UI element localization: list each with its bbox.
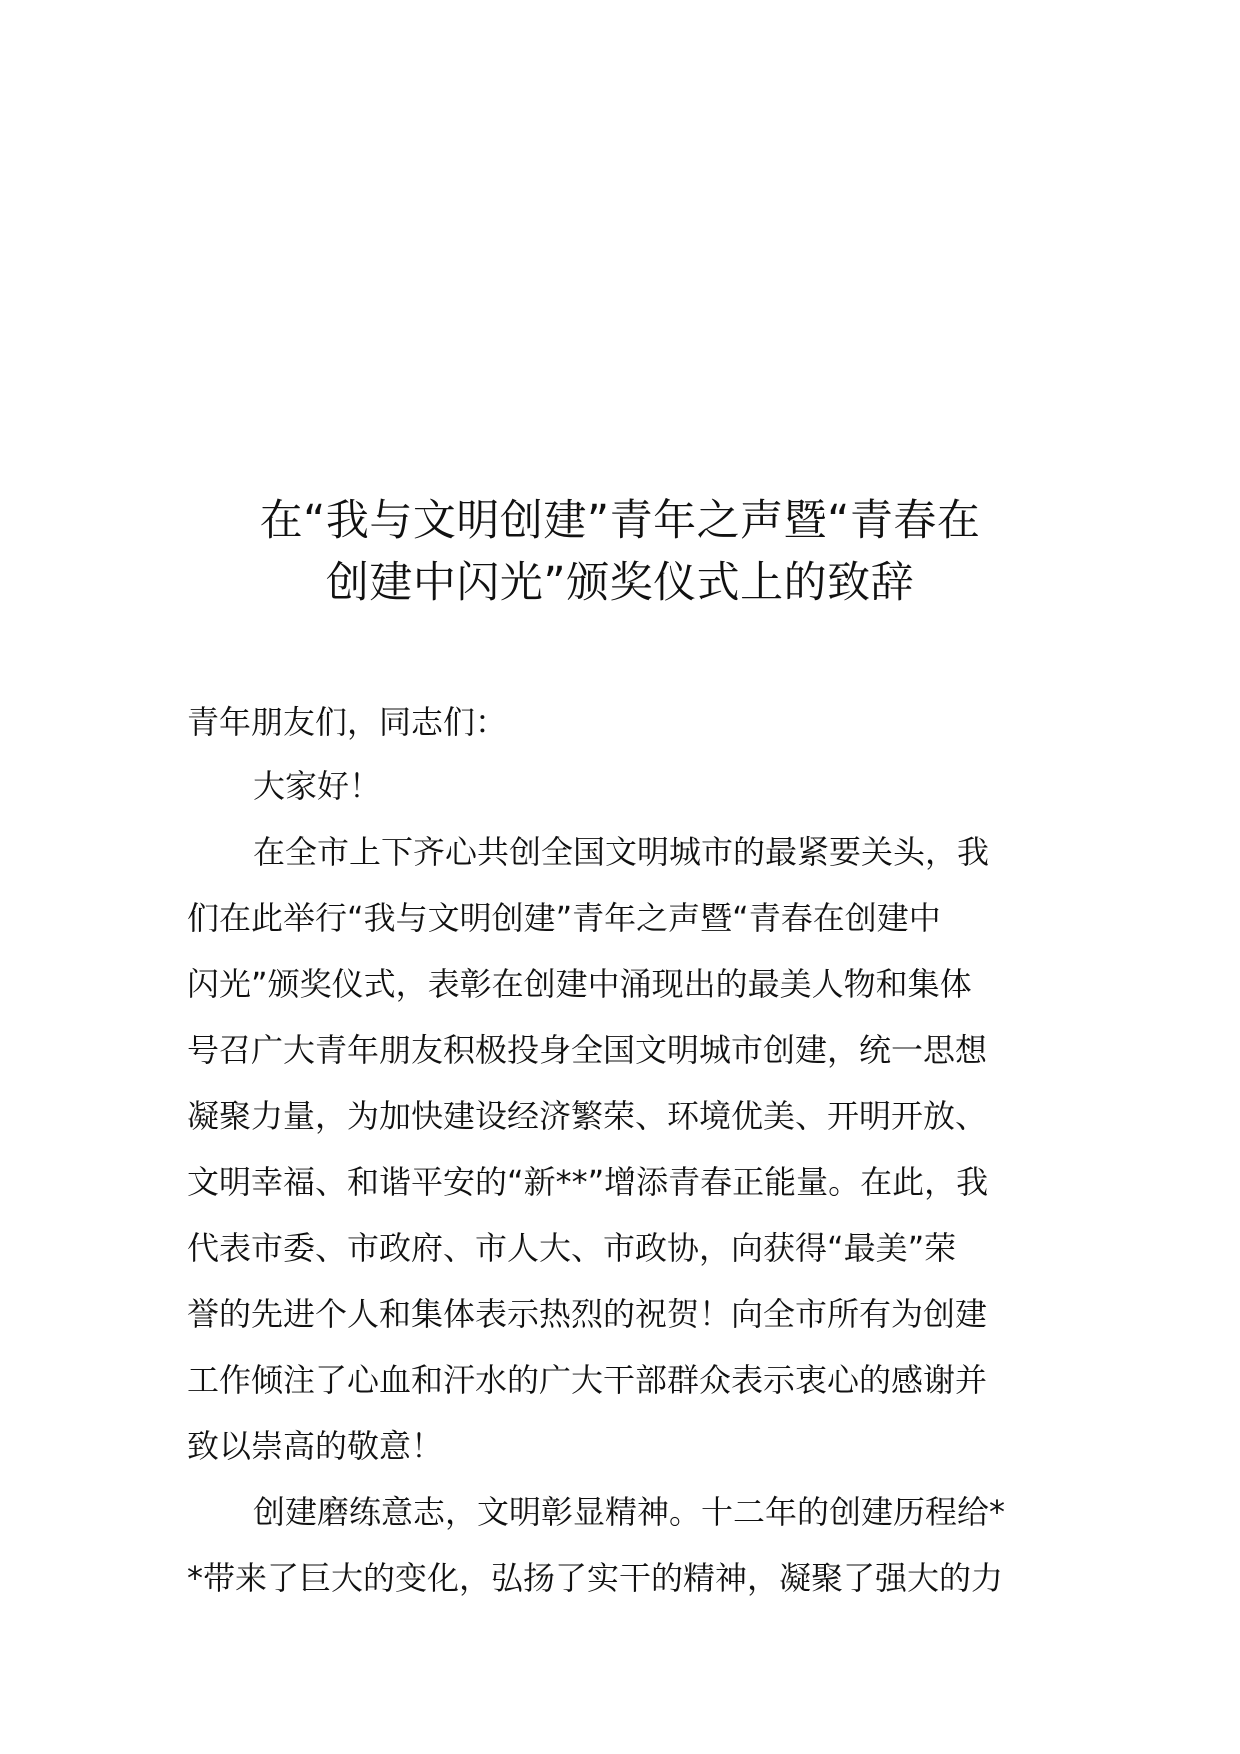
- paragraph-line: 致以崇高的敬意！: [187, 1427, 444, 1465]
- paragraph-line: 代表市委、市政府、市人大、市政协，向获得“最美”荣: [187, 1229, 957, 1267]
- paragraph-line: 创建磨练意志，文明彰显精神。十二年的创建历程给*: [253, 1493, 1006, 1531]
- paragraph-2: [187, 1479, 1057, 1611]
- title-line: 创建中闪光”颁奖仪式上的致辞: [325, 558, 915, 608]
- title-line: 在“我与文明创建”青年之声暨“青春在: [259, 496, 981, 546]
- document-body: [187, 689, 1057, 1611]
- paragraph-line: 们在此举行“我与文明创建”青年之声暨“青春在创建中: [187, 899, 941, 937]
- greeting: 大家好！: [253, 767, 382, 805]
- document-title: [160, 490, 1080, 614]
- paragraph-line: 闪光”颁奖仪式，表彰在创建中涌现出的最美人物和集体: [187, 965, 972, 1003]
- paragraph-line: 文明幸福、和谐平安的“新**”增添青春正能量。在此，我: [187, 1163, 989, 1201]
- paragraph-1: [187, 819, 1057, 1479]
- paragraph-line: 在全市上下齐心共创全国文明城市的最紧要关头，我: [253, 833, 990, 871]
- paragraph-line: 号召广大青年朋友积极投身全国文明城市创建，统一思想: [187, 1031, 988, 1069]
- paragraph-line: 工作倾注了心血和汗水的广大干部群众表示衷心的感谢并: [187, 1361, 988, 1399]
- paragraph-line: 誉的先进个人和集体表示热烈的祝贺！向全市所有为创建: [187, 1295, 988, 1333]
- salutation: 青年朋友们，同志们：: [187, 703, 508, 741]
- paragraph-line: *带来了巨大的变化，弘扬了实干的精神，凝聚了强大的力: [187, 1559, 1004, 1597]
- paragraph-line: 凝聚力量，为加快建设经济繁荣、环境优美、开明开放、: [187, 1097, 988, 1135]
